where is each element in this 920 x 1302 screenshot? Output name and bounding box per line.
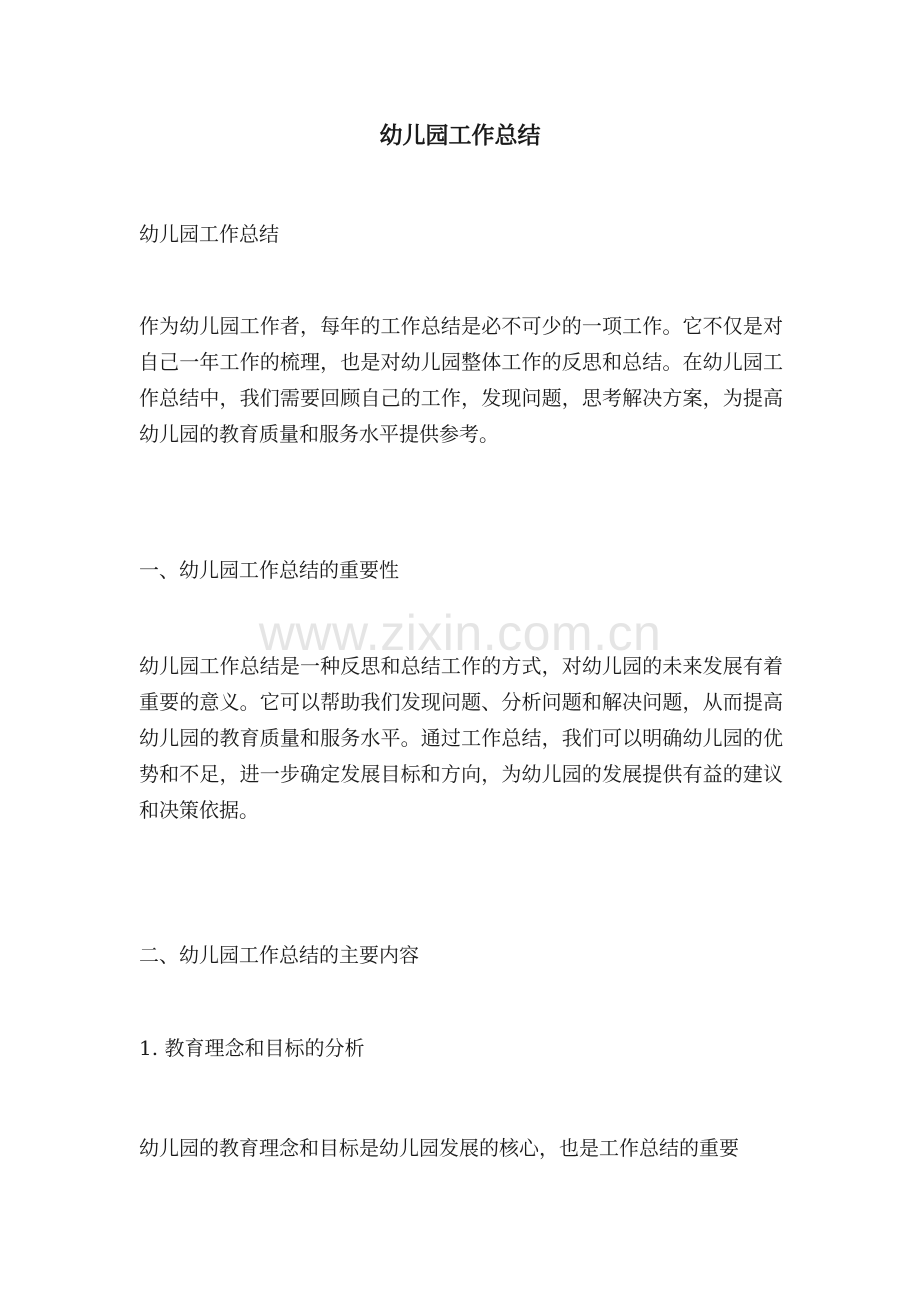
section-2-heading: 二、幼儿园工作总结的主要内容 [139,943,419,967]
subsection-1-paragraph: 幼儿园的教育理念和目标是幼儿园发展的核心，也是工作总结的重要 [139,1136,739,1160]
section-1-heading: 一、幼儿园工作总结的重要性 [139,558,399,582]
subsection-1-heading: 1. 教育理念和目标的分析 [139,1036,365,1060]
section-1-paragraph: 幼儿园工作总结是一种反思和总结工作的方式，对幼儿园的未来发展有着重要的意义。它可以帮助我们发现问题、分析问题和解决问题，从而提高幼儿园的教育质量和服务水平。通过工作总结，我们可以明确幼儿园的优势和不足，进一步确定发展目标和方向，为幼儿园的发展提供有益的建议和决策依据。 [139,654,783,822]
watermark: www.zixin.com.cn [258,605,662,661]
document-title: 幼儿园工作总结 [379,122,541,149]
document-subtitle: 幼儿园工作总结 [139,222,279,246]
intro-paragraph: 作为幼儿园工作者，每年的工作总结是必不可少的一项工作。它不仅是对自己一年工作的梳理，也是对幼儿园整体工作的反思和总结。在幼儿园工作总结中，我们需要回顾自己的工作，发现问题，思考解决方案，为提高幼儿园的教育质量和服务水平提供参考。 [139,314,783,446]
